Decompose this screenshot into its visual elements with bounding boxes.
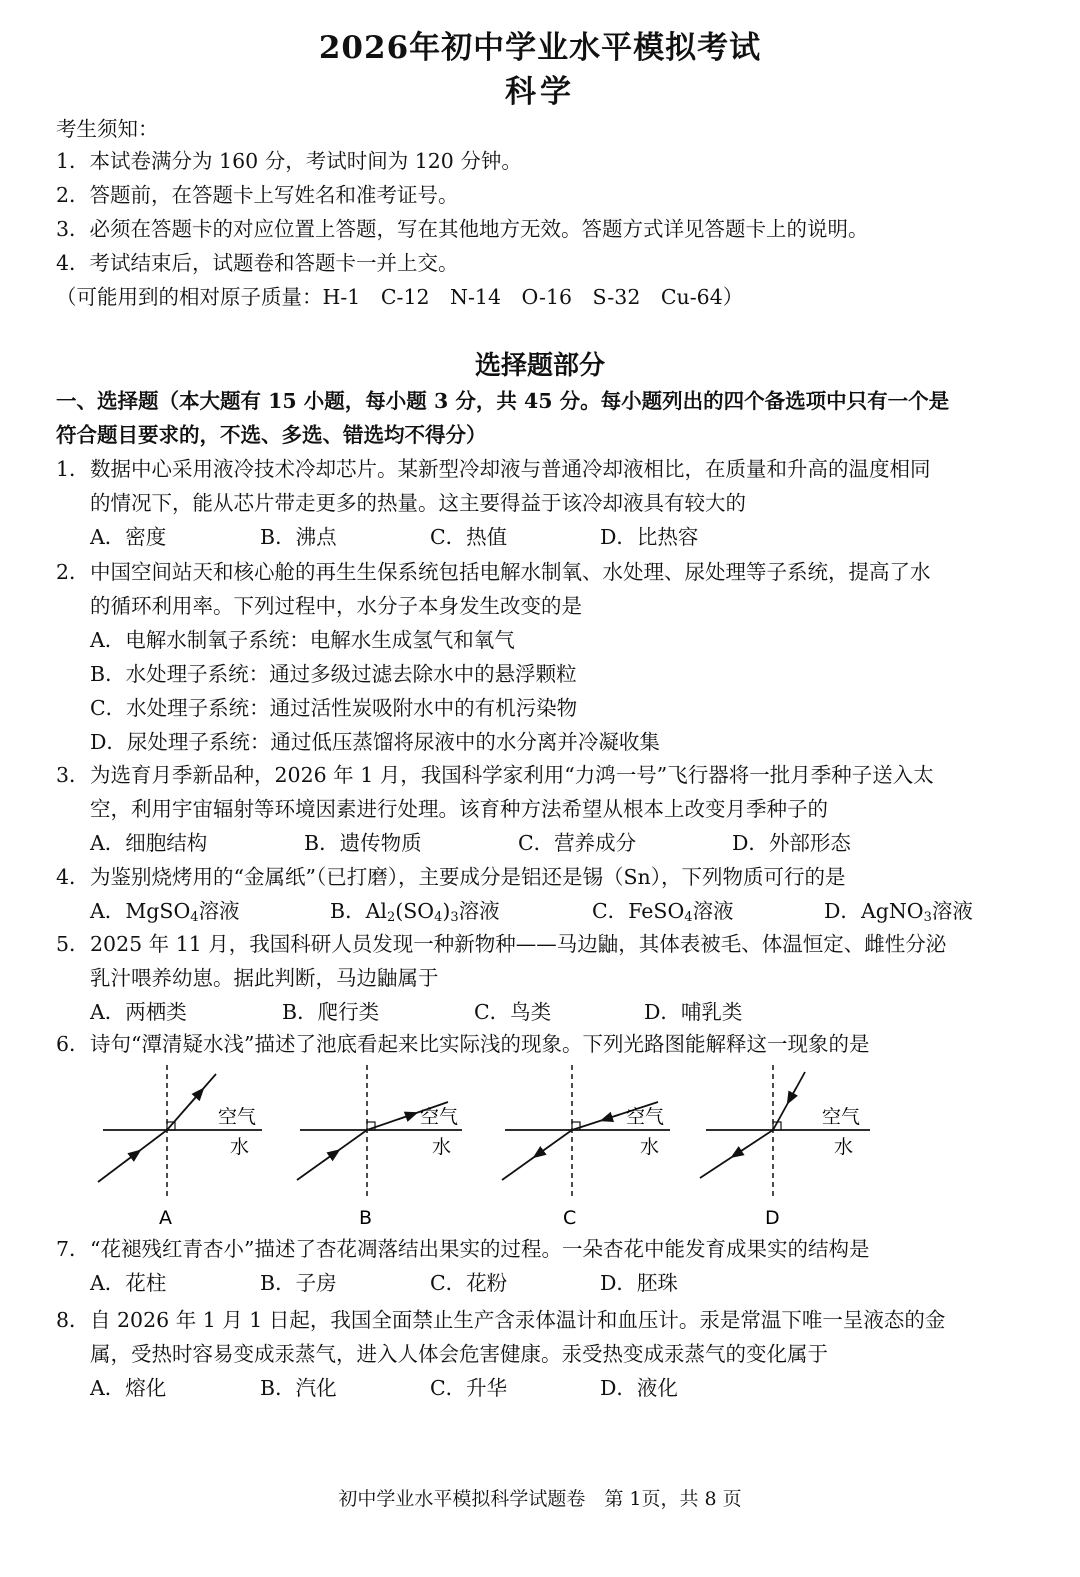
question-text: 乳汁喂养幼崽。据此判断，马边鼬属于 bbox=[90, 966, 439, 990]
section-instruction: 符合题目要求的，不选、多选、错选均不得分） bbox=[56, 423, 487, 447]
option-c[interactable]: C．鸟类 bbox=[474, 1000, 552, 1024]
question-4 bbox=[56, 860, 1016, 935]
option-a[interactable]: A．两栖类 bbox=[90, 1000, 187, 1024]
option-b[interactable]: B．子房 bbox=[260, 1271, 337, 1295]
question-number: 8． bbox=[56, 1308, 90, 1332]
question-2 bbox=[56, 555, 1016, 759]
option-b[interactable]: B．遗传物质 bbox=[304, 831, 422, 855]
question-8 bbox=[56, 1303, 1016, 1405]
option-d[interactable]: D．外部形态 bbox=[732, 831, 851, 855]
water-label: 水 bbox=[432, 1136, 452, 1158]
question-number: 7． bbox=[56, 1237, 90, 1261]
question-number: 5． bbox=[56, 932, 90, 956]
option-d[interactable]: D．液化 bbox=[600, 1376, 678, 1400]
air-label: 空气 bbox=[218, 1106, 257, 1128]
water-label: 水 bbox=[640, 1136, 660, 1158]
option-c[interactable]: C．热值 bbox=[430, 525, 508, 549]
exam-subject: 科学 bbox=[505, 74, 575, 110]
option-b[interactable]: B．$Al_2(SO_4)_3$溶液 bbox=[330, 899, 500, 925]
question-number: 3． bbox=[56, 763, 90, 787]
notice-heading: 考生须知： bbox=[56, 117, 159, 141]
air-label: 空气 bbox=[626, 1106, 665, 1128]
question-text: 为选育月季新品种，2026 年 1 月，我国科学家利用“力鸿一号”飞行器将一批月季种子送入太 bbox=[90, 763, 934, 787]
question-6 bbox=[56, 1027, 1016, 1061]
section-instruction: 一、选择题（本大题有 15 小题，每小题 3 分，共 45 分。每小题列出的四个备选项中只有一个是 bbox=[56, 389, 950, 413]
exam-title: 2026年初中学业水平模拟考试 bbox=[318, 30, 762, 66]
question-text: 为鉴别烧烤用的“金属纸”（已打磨），主要成分是铝还是锡（Sn），下列物质可行的是 bbox=[90, 865, 846, 889]
option-b[interactable]: B．水处理子系统：通过多级过滤去除水中的悬浮颗粒 bbox=[90, 662, 577, 686]
question-number: 6． bbox=[56, 1032, 90, 1056]
question-1 bbox=[56, 452, 1016, 554]
water-label: 水 bbox=[230, 1136, 250, 1158]
question-7 bbox=[56, 1232, 1016, 1300]
diagram-label: C bbox=[563, 1207, 577, 1229]
air-label: 空气 bbox=[420, 1106, 459, 1128]
atomic-mass-note: （可能用到的相对原子质量：H-1 C-12 N-14 O-16 S-32 Cu-64） bbox=[56, 285, 744, 309]
option-b[interactable]: B．沸点 bbox=[260, 525, 337, 549]
option-d[interactable]: D．AgNO$_3$溶液 bbox=[824, 899, 973, 925]
question-number: 4． bbox=[56, 865, 90, 889]
option-d[interactable]: D．哺乳类 bbox=[644, 1000, 743, 1024]
option-a[interactable]: A．细胞结构 bbox=[90, 831, 208, 855]
option-d[interactable]: D．尿处理子系统：通过低压蒸馏将尿液中的水分离并冷凝收集 bbox=[90, 730, 660, 754]
question-text: 数据中心采用液冷技术冷却芯片。某新型冷却液与普通冷却液相比，在质量和升高的温度相同 bbox=[90, 457, 931, 481]
notice-item: 1．本试卷满分为 160 分，考试时间为 120 分钟。 bbox=[56, 149, 522, 173]
question-text: “花褪残红青杏小”描述了杏花凋落结出果实的过程。一朵杏花中能发育成果实的结构是 bbox=[90, 1237, 870, 1261]
diagram-c[interactable] bbox=[502, 1065, 670, 1229]
water-label: 水 bbox=[834, 1136, 854, 1158]
question-number: 1． bbox=[56, 457, 90, 481]
question-text: 属，受热时容易变成汞蒸气，进入人体会危害健康。汞受热变成汞蒸气的变化属于 bbox=[90, 1342, 828, 1366]
question-text: 的循环利用率。下列过程中，水分子本身发生改变的是 bbox=[90, 594, 582, 618]
option-c[interactable]: C．FeSO$_4$溶液 bbox=[592, 899, 734, 925]
diagram-a[interactable] bbox=[98, 1065, 262, 1229]
question-text: 诗句“潭清疑水浅”描述了池底看起来比实际浅的现象。下列光路图能解释这一现象的是 bbox=[90, 1032, 870, 1056]
question-text: 自 2026 年 1 月 1 日起，我国全面禁止生产含汞体温计和血压计。汞是常温下唯一呈液态的金 bbox=[90, 1308, 946, 1332]
diagram-label: A bbox=[159, 1207, 172, 1229]
air-label: 空气 bbox=[822, 1106, 861, 1128]
option-a[interactable]: A．花柱 bbox=[90, 1271, 167, 1295]
diagram-d[interactable] bbox=[700, 1065, 870, 1229]
question-text: 2025 年 11 月，我国科研人员发现一种新物种——马边鼬，其体表被毛、体温恒定、雌性分泌 bbox=[90, 932, 947, 956]
diagram-label: D bbox=[765, 1207, 780, 1229]
section-title: 选择题部分 bbox=[474, 351, 605, 381]
diagram-b[interactable] bbox=[297, 1065, 462, 1229]
option-d[interactable]: D．胚珠 bbox=[600, 1271, 678, 1295]
option-c[interactable]: C．花粉 bbox=[430, 1271, 508, 1295]
option-b[interactable]: B．汽化 bbox=[260, 1376, 337, 1400]
question-text: 的情况下，能从芯片带走更多的热量。这主要得益于该冷却液具有较大的 bbox=[90, 491, 746, 515]
notice-item: 2．答题前，在答题卡上写姓名和准考证号。 bbox=[56, 183, 459, 207]
option-a[interactable]: A．MgSO$_4$溶液 bbox=[90, 899, 240, 925]
notice-item: 3．必须在答题卡的对应位置上答题，写在其他地方无效。答题方式详见答题卡上的说明。 bbox=[56, 217, 869, 241]
option-c[interactable]: C．水处理子系统：通过活性炭吸附水中的有机污染物 bbox=[90, 696, 578, 720]
light-path-diagrams bbox=[0, 1060, 1080, 1230]
question-text: 中国空间站天和核心舱的再生生保系统包括电解水制氧、水处理、尿处理等子系统，提高了水 bbox=[90, 560, 931, 584]
option-c[interactable]: C．营养成分 bbox=[518, 831, 637, 855]
notice-item: 4．考试结束后，试题卷和答题卡一并上交。 bbox=[56, 251, 459, 275]
option-d[interactable]: D．比热容 bbox=[600, 525, 699, 549]
option-c[interactable]: C．升华 bbox=[430, 1376, 508, 1400]
page-footer: 初中学业水平模拟科学试题卷 第 1页，共 8 页 bbox=[338, 1488, 742, 1510]
question-3 bbox=[56, 758, 1016, 860]
option-a[interactable]: A．密度 bbox=[90, 525, 167, 549]
diagram-label: B bbox=[359, 1207, 373, 1229]
option-a[interactable]: A．电解水制氧子系统：电解水生成氢气和氧气 bbox=[90, 628, 515, 652]
question-number: 2． bbox=[56, 560, 90, 584]
question-text: 空，利用宇宙辐射等环境因素进行处理。该育种方法希望从根本上改变月季种子的 bbox=[90, 797, 828, 821]
option-b[interactable]: B．爬行类 bbox=[282, 1000, 380, 1024]
option-a[interactable]: A．熔化 bbox=[90, 1376, 167, 1400]
question-5 bbox=[56, 927, 1016, 1029]
